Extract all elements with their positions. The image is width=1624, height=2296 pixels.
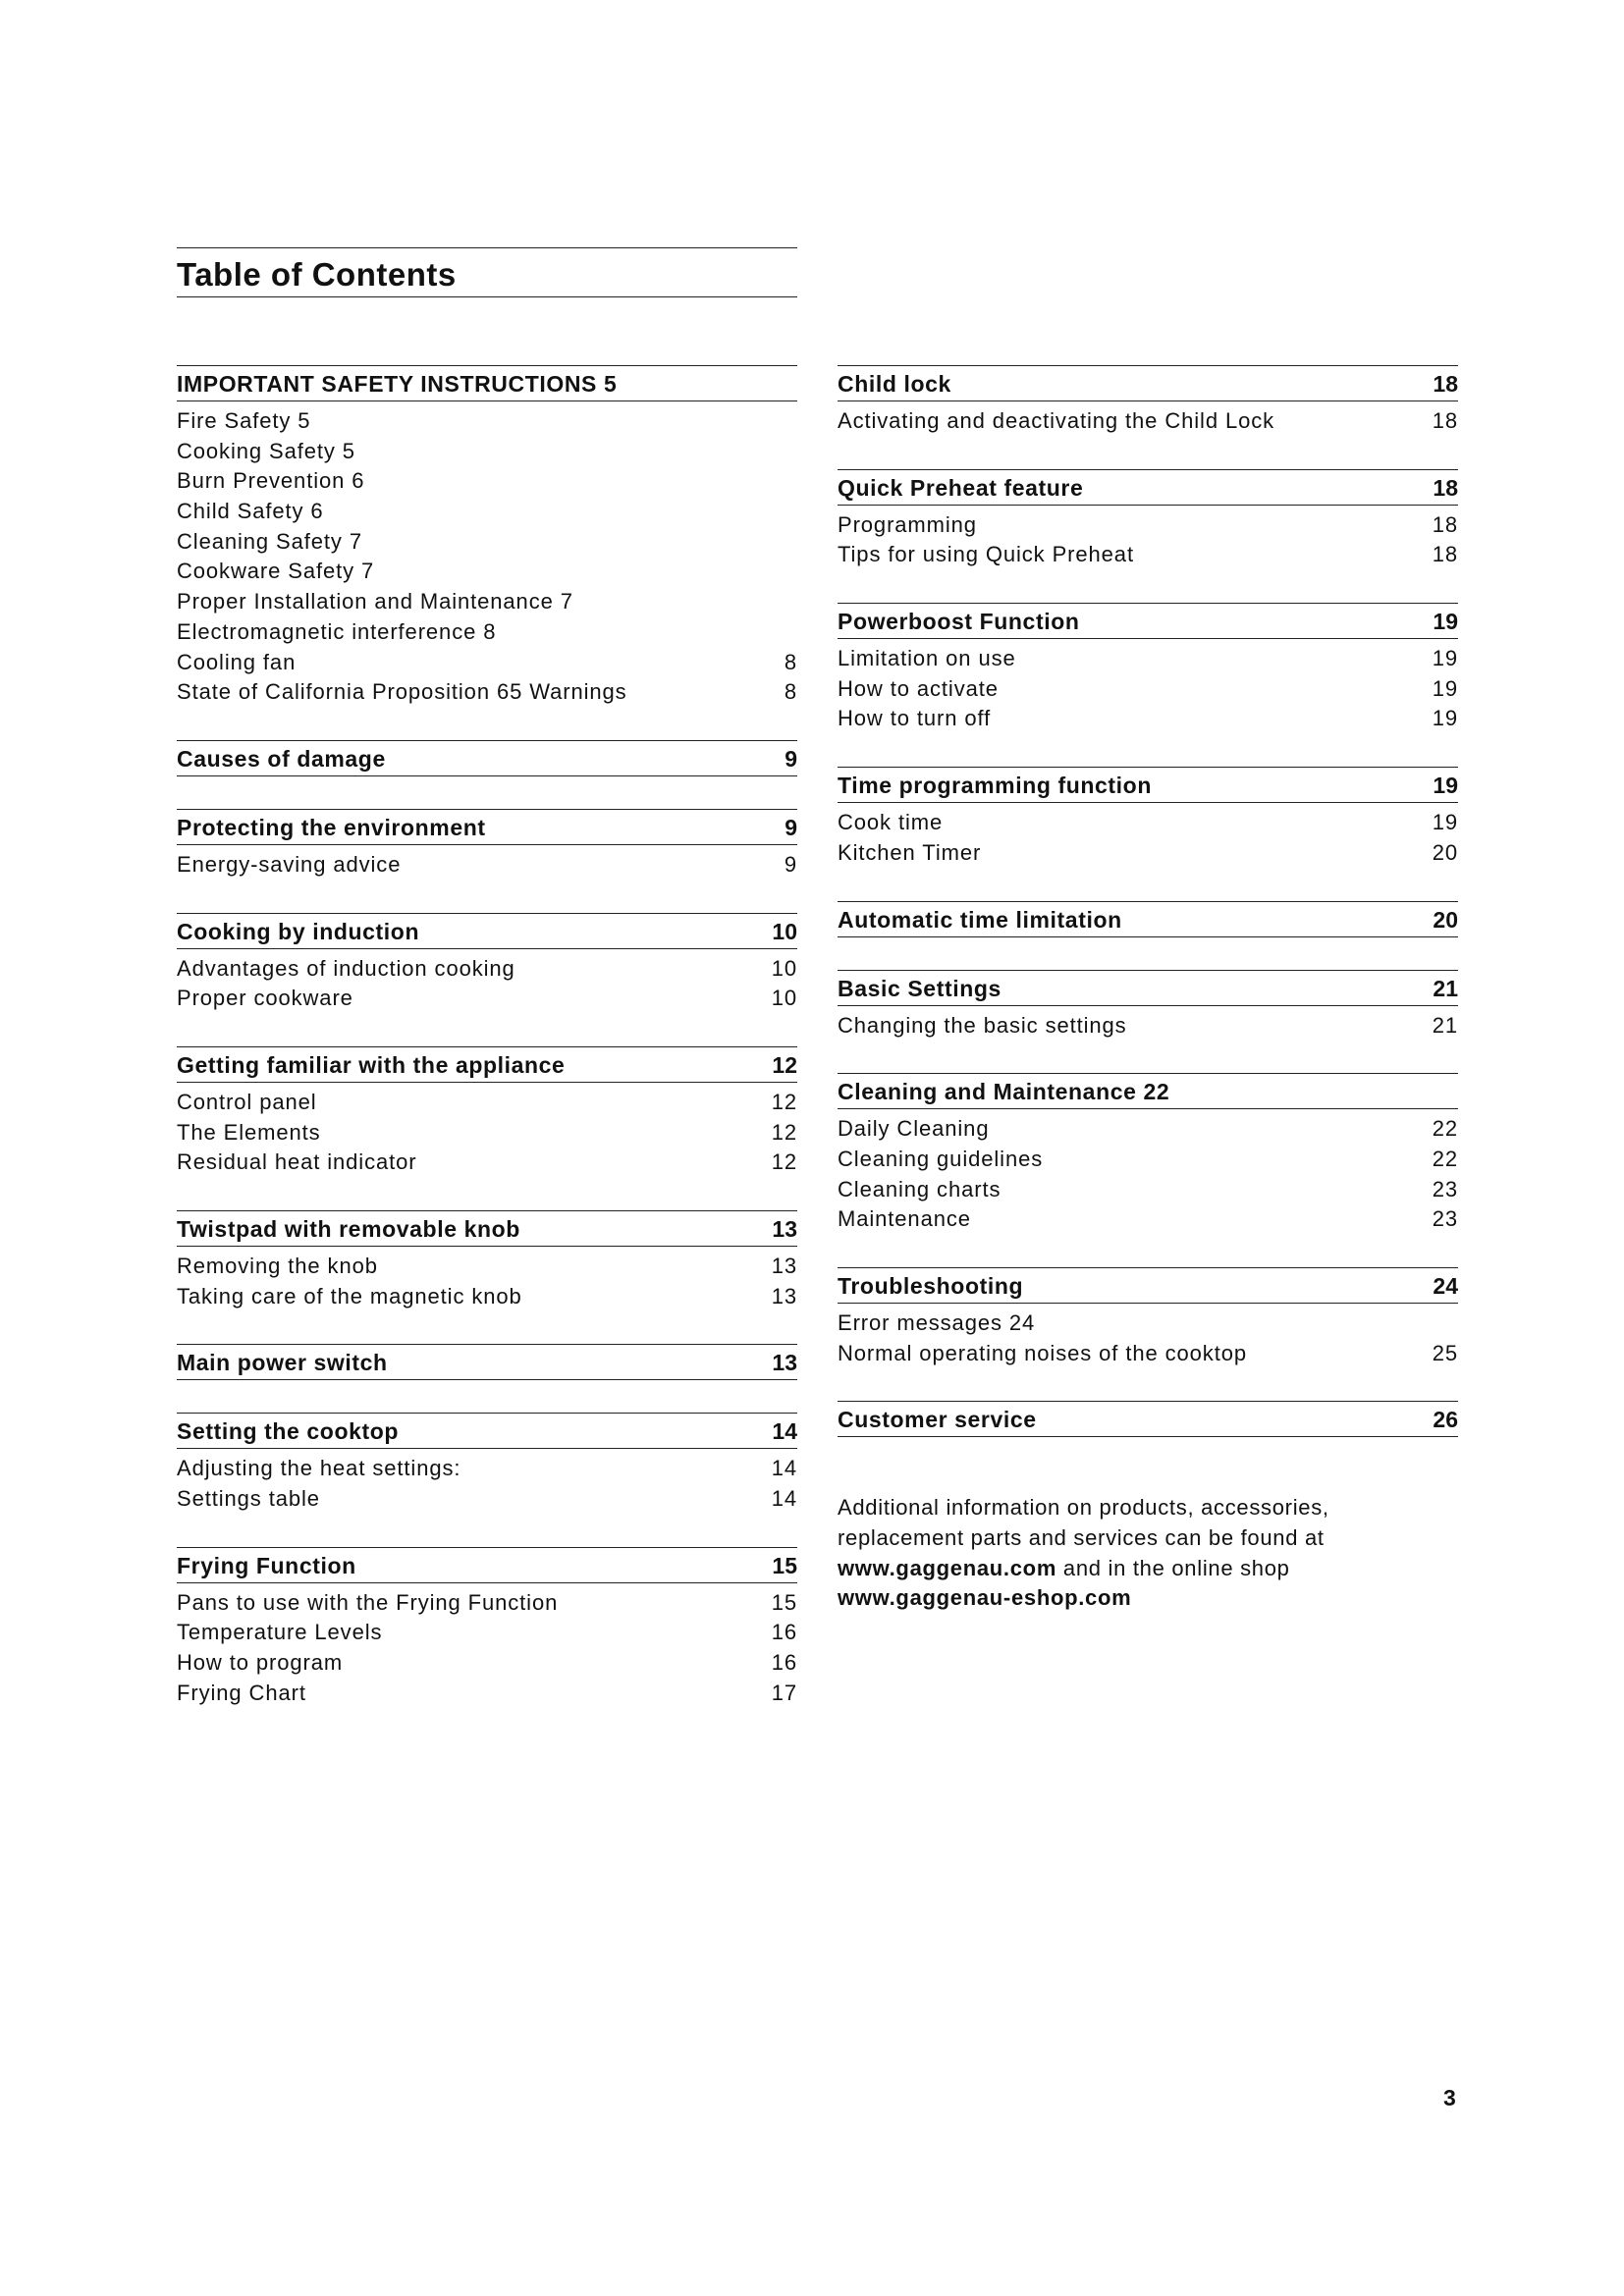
- toc-entry[interactable]: [838, 1011, 1458, 1041]
- toc-section: [177, 1344, 797, 1380]
- toc-entry-page: 20: [1432, 839, 1458, 865]
- toc-entry-title: Adjusting the heat settings:: [177, 1456, 461, 1481]
- toc-entry-page: 13: [771, 1254, 797, 1278]
- toc-entry-title: Error messages 24: [838, 1309, 1036, 1335]
- toc-section-title: Time programming function: [838, 773, 1152, 799]
- gaggenau-eshop-link[interactable]: www.gaggenau-eshop.com: [838, 1585, 1132, 1611]
- toc-section-page: 10: [772, 918, 797, 944]
- toc-right-column: [838, 365, 1458, 1614]
- toc-entry-title: Cleaning Safety 7: [177, 528, 362, 554]
- toc-entry-title: How to activate: [838, 675, 999, 701]
- toc-section-heading[interactable]: [838, 1401, 1458, 1437]
- toc-entry-title: Limitation on use: [838, 646, 1016, 671]
- toc-section-page: 9: [785, 745, 797, 772]
- toc-entry-list: [838, 803, 1458, 868]
- toc-entry-title: Tips for using Quick Preheat: [838, 542, 1134, 567]
- toc-entry[interactable]: [177, 1648, 797, 1679]
- toc-entry-title: How to program: [177, 1650, 344, 1676]
- toc-section-page: 26: [1433, 1407, 1458, 1433]
- toc-entry[interactable]: [177, 1088, 797, 1118]
- toc-entry-page: 17: [771, 1680, 797, 1705]
- toc-entry-title: Pans to use with the Frying Function: [177, 1589, 559, 1615]
- toc-section: [838, 1267, 1458, 1368]
- toc-entry[interactable]: [177, 954, 797, 985]
- toc-entry-page: 12: [771, 1089, 797, 1114]
- toc-entry-page: 22: [1432, 1146, 1458, 1171]
- toc-entry[interactable]: [838, 838, 1458, 869]
- toc-section-title: Cooking by induction: [177, 918, 420, 944]
- toc-entry-page: 19: [1432, 646, 1458, 671]
- toc-entry-page: 15: [771, 1589, 797, 1615]
- toc-section-heading[interactable]: [838, 1267, 1458, 1304]
- toc-section-page: 18: [1433, 371, 1458, 397]
- toc-entry-title: Removing the knob: [177, 1254, 378, 1278]
- toc-entry-page: 8: [784, 649, 797, 674]
- toc-section: [177, 1210, 797, 1311]
- toc-section-heading[interactable]: [177, 809, 797, 845]
- toc-section-page: 24: [1433, 1272, 1458, 1299]
- toc-entry[interactable]: [838, 406, 1458, 437]
- toc-entry-title: Activating and deactivating the Child Lock: [838, 408, 1275, 433]
- toc-entry-page: 18: [1432, 542, 1458, 567]
- toc-entry-list: [177, 1247, 797, 1311]
- additional-info-line: replacement parts and services can be found at: [838, 1525, 1325, 1551]
- toc-section-page: 21: [1433, 975, 1458, 1001]
- toc-section-page: 14: [772, 1418, 797, 1445]
- toc-entry-title: Energy-saving advice: [177, 851, 402, 877]
- toc-entry[interactable]: [838, 540, 1458, 570]
- toc-entry[interactable]: [177, 984, 797, 1014]
- toc-section-heading[interactable]: [177, 740, 797, 776]
- toc-entry[interactable]: [177, 527, 797, 558]
- toc-entry[interactable]: [838, 1204, 1458, 1235]
- toc-section-title: Cleaning and Maintenance 22: [838, 1079, 1170, 1105]
- toc-entry-title: Proper Installation and Maintenance 7: [177, 589, 573, 614]
- toc-section-heading[interactable]: [838, 901, 1458, 937]
- toc-entry-page: 16: [771, 1650, 797, 1676]
- toc-section-heading[interactable]: [177, 1046, 797, 1083]
- toc-section-title: Quick Preheat feature: [838, 474, 1084, 501]
- toc-entry[interactable]: [177, 1454, 797, 1484]
- toc-section-heading[interactable]: [838, 970, 1458, 1006]
- toc-entry-page: 19: [1432, 675, 1458, 701]
- toc-section: [177, 365, 797, 708]
- toc-section-page: 13: [772, 1216, 797, 1242]
- toc-entry-title: Maintenance: [838, 1206, 971, 1232]
- toc-entry-list: [838, 1109, 1458, 1235]
- toc-section-title: Powerboost Function: [838, 609, 1080, 635]
- toc-entry-page: 23: [1432, 1176, 1458, 1201]
- toc-entry-page: 10: [771, 986, 797, 1011]
- toc-entry-title: State of California Proposition 65 Warnings: [177, 679, 627, 705]
- toc-entry-title: Cleaning guidelines: [838, 1146, 1044, 1171]
- toc-entry-page: 12: [771, 1149, 797, 1175]
- toc-section-page: 12: [772, 1051, 797, 1078]
- additional-info-line: and in the online shop: [1056, 1555, 1290, 1580]
- toc-section-heading[interactable]: [177, 913, 797, 949]
- toc-section-page: 18: [1433, 474, 1458, 501]
- toc-entry-page: 18: [1432, 408, 1458, 433]
- toc-entry-list: [177, 1083, 797, 1178]
- toc-section: [177, 1547, 797, 1709]
- page-number: 3: [1443, 2085, 1456, 2110]
- toc-section-page: 9: [785, 814, 797, 840]
- toc-entry-page: 13: [771, 1283, 797, 1308]
- toc-entry-title: Temperature Levels: [177, 1620, 383, 1645]
- toc-entry-title: Advantages of induction cooking: [177, 955, 515, 981]
- page-title: Table of Contents: [177, 256, 457, 293]
- toc-section-heading[interactable]: [838, 767, 1458, 803]
- toc-section: [177, 1413, 797, 1514]
- toc-entry[interactable]: [177, 1484, 797, 1515]
- toc-section: [838, 1401, 1458, 1437]
- toc-section-heading[interactable]: [838, 365, 1458, 401]
- toc-section: [838, 469, 1458, 570]
- toc-section-title: Main power switch: [177, 1350, 388, 1376]
- toc-section-title: Twistpad with removable knob: [177, 1216, 520, 1242]
- toc-entry-list: [177, 1583, 797, 1709]
- toc-entry-page: 22: [1432, 1116, 1458, 1142]
- toc-entry-title: Control panel: [177, 1089, 317, 1114]
- toc-entry-page: 8: [784, 679, 797, 705]
- toc-entry-list: [838, 401, 1458, 437]
- toc-section-heading[interactable]: [177, 1413, 797, 1449]
- toc-entry-page: 21: [1432, 1012, 1458, 1038]
- toc-entry-list: [838, 1304, 1458, 1368]
- toc-section-title: Troubleshooting: [838, 1272, 1024, 1299]
- toc-section-title: IMPORTANT SAFETY INSTRUCTIONS 5: [177, 371, 618, 397]
- toc-section-title: Basic Settings: [838, 975, 1001, 1001]
- toc-entry-page: 16: [771, 1620, 797, 1645]
- toc-section-title: Child lock: [838, 371, 951, 397]
- toc-entry-list: [177, 949, 797, 1014]
- toc-entry[interactable]: [838, 510, 1458, 541]
- toc-entry-page: 14: [771, 1486, 797, 1512]
- toc-entry[interactable]: [838, 808, 1458, 838]
- toc-section: [838, 901, 1458, 937]
- toc-entry[interactable]: [177, 1282, 797, 1312]
- toc-section: [838, 1073, 1458, 1235]
- toc-entry-title: How to turn off: [838, 706, 992, 731]
- toc-entry[interactable]: [177, 648, 797, 678]
- toc-entry-page: 12: [771, 1119, 797, 1145]
- toc-entry[interactable]: [838, 1114, 1458, 1145]
- gaggenau-link[interactable]: www.gaggenau.com: [838, 1555, 1057, 1580]
- toc-entry[interactable]: [177, 1618, 797, 1648]
- toc-section-heading[interactable]: [838, 469, 1458, 506]
- toc-section: [177, 740, 797, 776]
- toc-section-title: Protecting the environment: [177, 814, 486, 840]
- toc-entry-title: Cooling fan: [177, 649, 297, 674]
- toc-section-heading[interactable]: [177, 1344, 797, 1380]
- toc-section-title: Getting familiar with the appliance: [177, 1051, 566, 1078]
- toc-entry-page: 19: [1432, 706, 1458, 731]
- toc-entry-title: Changing the basic settings: [838, 1012, 1127, 1038]
- toc-entry[interactable]: [177, 1252, 797, 1282]
- toc-section: [177, 809, 797, 881]
- toc-entry[interactable]: [177, 466, 797, 497]
- toc-section-page: 13: [772, 1350, 797, 1376]
- toc-section-title: Setting the cooktop: [177, 1418, 400, 1445]
- toc-entry[interactable]: [177, 497, 797, 527]
- toc-section-title: Frying Function: [177, 1552, 356, 1578]
- toc-entry-title: Frying Chart: [177, 1680, 306, 1705]
- toc-entry[interactable]: [838, 1339, 1458, 1369]
- toc-entry-page: 19: [1432, 810, 1458, 835]
- toc-entry[interactable]: [838, 674, 1458, 705]
- toc-section-title: Customer service: [838, 1407, 1037, 1433]
- toc-entry-title: Proper cookware: [177, 986, 353, 1011]
- toc-entry-title: Burn Prevention 6: [177, 468, 365, 494]
- toc-entry-page: 25: [1432, 1340, 1458, 1365]
- toc-entry-title: Settings table: [177, 1486, 320, 1512]
- toc-entry[interactable]: [838, 1308, 1458, 1339]
- toc-entry[interactable]: [838, 1145, 1458, 1175]
- toc-entry-title: Normal operating noises of the cooktop: [838, 1340, 1247, 1365]
- toc-section-page: 19: [1433, 609, 1458, 635]
- toc-entry[interactable]: [177, 1588, 797, 1619]
- toc-entry-page: 14: [771, 1456, 797, 1481]
- toc-entry-title: Cookware Safety 7: [177, 559, 375, 584]
- toc-entry-title: Cooking Safety 5: [177, 438, 355, 463]
- toc-entry-list: [838, 1006, 1458, 1041]
- toc-section-page: 15: [772, 1552, 797, 1578]
- toc-entry-title: Kitchen Timer: [838, 839, 982, 865]
- toc-entry-list: [838, 639, 1458, 734]
- toc-entry-title: Cook time: [838, 810, 944, 835]
- toc-section-heading[interactable]: [177, 1547, 797, 1583]
- toc-entry-title: Residual heat indicator: [177, 1149, 417, 1175]
- toc-entry[interactable]: [177, 406, 797, 437]
- toc-entry[interactable]: [838, 644, 1458, 674]
- toc-section: [177, 1046, 797, 1178]
- toc-entry-title: The Elements: [177, 1119, 321, 1145]
- toc-entry[interactable]: [177, 1148, 797, 1178]
- toc-entry-list: [177, 401, 797, 708]
- additional-info-line: Additional information on products, accessories,: [838, 1495, 1329, 1521]
- toc-section-heading[interactable]: [177, 365, 797, 401]
- toc-entry[interactable]: [177, 557, 797, 587]
- toc-entry-title: Child Safety 6: [177, 499, 324, 524]
- toc-section: [838, 603, 1458, 734]
- toc-entry-title: Daily Cleaning: [838, 1116, 990, 1142]
- toc-section: [838, 767, 1458, 868]
- toc-entry[interactable]: [177, 850, 797, 881]
- toc-entry-list: [838, 506, 1458, 570]
- toc-entry-list: [177, 1449, 797, 1514]
- toc-section-title: Automatic time limitation: [838, 906, 1122, 933]
- toc-entry[interactable]: [838, 704, 1458, 734]
- toc-entry-page: 18: [1432, 511, 1458, 537]
- toc-entry-title: Programming: [838, 511, 977, 537]
- title-block: [177, 247, 797, 297]
- toc-entry[interactable]: [177, 617, 797, 648]
- toc-section: [838, 365, 1458, 437]
- toc-entry-page: 23: [1432, 1206, 1458, 1232]
- toc-entry[interactable]: [177, 1679, 797, 1709]
- toc-entry-title: Fire Safety 5: [177, 408, 311, 433]
- toc-entry-title: Electromagnetic interference 8: [177, 618, 497, 644]
- toc-section-heading[interactable]: [838, 1073, 1458, 1109]
- toc-entry[interactable]: [177, 587, 797, 617]
- toc-entry-title: Taking care of the magnetic knob: [177, 1283, 522, 1308]
- toc-section: [177, 913, 797, 1014]
- toc-entry[interactable]: [177, 1118, 797, 1148]
- toc-entry[interactable]: [177, 437, 797, 467]
- additional-info: [838, 1493, 1458, 1614]
- toc-entry[interactable]: [838, 1175, 1458, 1205]
- toc-left-column: [177, 365, 797, 1741]
- toc-entry-list: [177, 845, 797, 881]
- toc-section-page: 20: [1433, 906, 1458, 933]
- toc-section-page: 19: [1433, 773, 1458, 799]
- toc-section-heading[interactable]: [177, 1210, 797, 1247]
- toc-entry-page: 10: [771, 955, 797, 981]
- toc-section-title: Causes of damage: [177, 745, 386, 772]
- toc-section: [838, 970, 1458, 1041]
- toc-entry-title: Cleaning charts: [838, 1176, 1001, 1201]
- toc-entry-page: 9: [784, 851, 797, 877]
- toc-entry[interactable]: [177, 677, 797, 708]
- toc-section-heading[interactable]: [838, 603, 1458, 639]
